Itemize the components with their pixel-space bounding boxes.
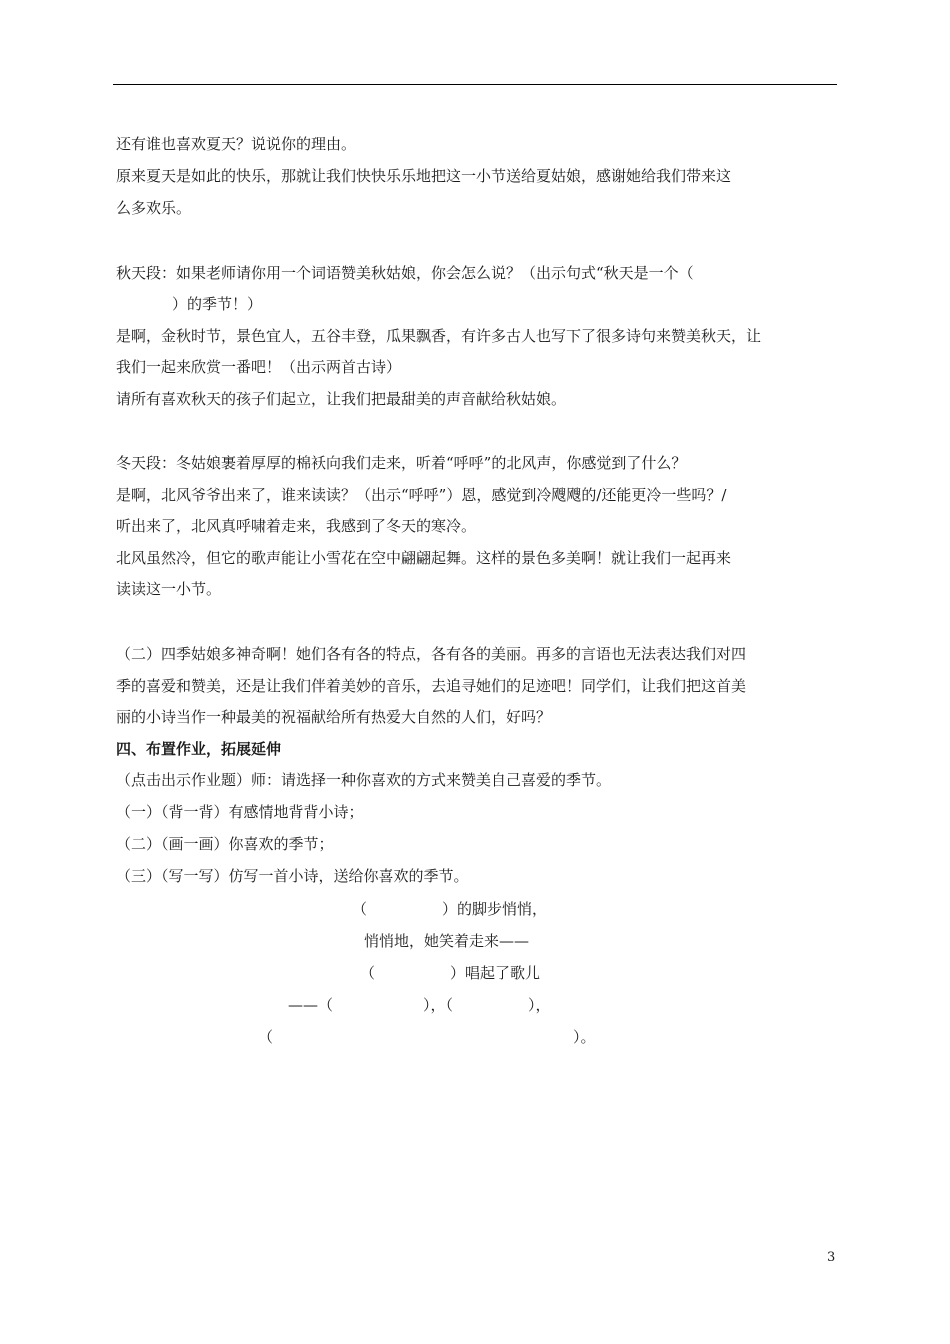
homework-item-2: （二）（画一画）你喜欢的季节；: [116, 835, 334, 853]
poem-line-2: 悄悄地，她笑着走来——: [364, 932, 530, 950]
autumn-line-2: ）的季节！）: [172, 295, 263, 313]
autumn-line-5: 请所有喜欢秋天的孩子们起立，让我们把最甜美的声音献给秋姑娘。: [116, 390, 567, 408]
autumn-line-3: 是啊，金秋时节，景色宜人，五谷丰登，瓜果飘香，有许多古人也写下了很多诗句来赞美秋天，让: [116, 327, 762, 345]
summer-line-2: 原来夏天是如此的快乐，那就让我们快快乐乐地把这一小节送给夏姑娘，感谢她给我们带来这: [116, 167, 732, 185]
poem-line-4: ——（ ），（ ），: [288, 996, 551, 1014]
summer-line-3: 么多欢乐。: [116, 199, 192, 217]
winter-line-1: 冬天段：冬姑娘裹着厚厚的棉袄向我们走来，听着“呼呼”的北风声，你感觉到了什么？: [116, 454, 687, 472]
homework-item-3: （三）（写一写）仿写一首小诗，送给你喜欢的季节。: [116, 867, 469, 885]
section4-heading: 四、布置作业，拓展延伸: [116, 740, 282, 758]
conclusion-line-1: （二）四季姑娘多神奇啊！她们各有各的特点，各有各的美丽。再多的言语也无法表达我们对四: [116, 645, 747, 663]
winter-line-5: 读读这一小节。: [116, 580, 222, 598]
winter-line-4: 北风虽然冷，但它的歌声能让小雪花在空中翩翩起舞。这样的景色多美啊！就让我们一起再来: [116, 549, 732, 567]
homework-intro: （点击出示作业题）师：请选择一种你喜欢的方式来赞美自己喜爱的季节。: [116, 771, 612, 789]
page-number: 3: [827, 1250, 836, 1265]
autumn-line-1: 秋天段：如果老师请你用一个词语赞美秋姑娘，你会怎么说？（出示句式“秋天是一个（: [116, 264, 694, 282]
conclusion-line-2: 季的喜爱和赞美，还是让我们伴着美妙的音乐，去追寻她们的足迹吧！同学们，让我们把这首美: [116, 677, 747, 695]
conclusion-line-3: 丽的小诗当作一种最美的祝福献给所有热爱大自然的人们，好吗？: [116, 708, 552, 726]
poem-line-1: （ ）的脚步悄悄，: [352, 900, 548, 918]
header-rule: [113, 84, 837, 85]
autumn-line-4: 我们一起来欣赏一番吧！（出示两首古诗）: [116, 358, 402, 376]
winter-line-2: 是啊，北风爷爷出来了，谁来读读？（出示“呼呼”）恩，感觉到冷飕飕的/还能更冷一些吗？/: [116, 486, 727, 504]
poem-line-5: （ ）。: [258, 1028, 596, 1046]
winter-line-3: 听出来了，北风真呼啸着走来，我感到了冬天的寒冷。: [116, 517, 477, 535]
poem-line-3: （ ）唱起了歌儿: [360, 964, 541, 982]
summer-line-1: 还有谁也喜欢夏天？说说你的理由。: [116, 135, 357, 153]
homework-item-1: （一）（背一背）有感情地背背小诗；: [116, 803, 364, 821]
